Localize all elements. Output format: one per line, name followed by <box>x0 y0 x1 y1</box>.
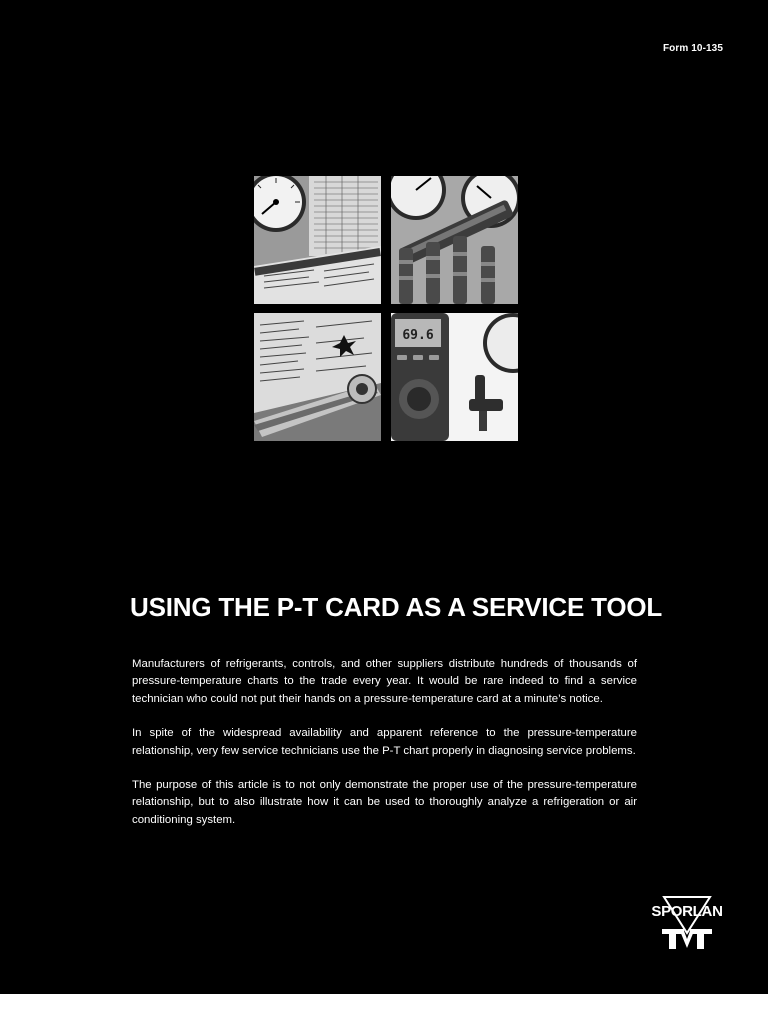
meter-illustration <box>391 313 518 441</box>
photo-card-and-wrench <box>254 313 381 441</box>
photo-collage <box>254 176 518 441</box>
gauge-chart-illustration <box>254 176 381 304</box>
article-paragraph-3: The purpose of this article is to not only demonstrate the proper use of the pressure-temperature relationship, but to also illustrate how it can be used to thoroughly analyze a refrigeration or air conditioning system. <box>132 779 637 826</box>
manifold-illustration <box>391 176 518 304</box>
photo-gauge-and-pt-chart <box>254 176 381 304</box>
sporlan-logo-mark <box>644 893 730 953</box>
card-wrench-illustration <box>254 313 381 441</box>
article-title: USING THE P-T CARD AS A SERVICE TOOL <box>130 592 663 622</box>
article-paragraph-1: Manufacturers of refrigerants, controls, and other suppliers distribute hundreds of thousands of pressure-temperature charts to the trade every year. It would be rare indeed to find a service technician who could not put their hands on a pressure-temperature card at a minute’s notice. <box>132 658 637 705</box>
photo-digital-meter <box>391 313 518 441</box>
meter-display-reading: 69.6 <box>402 328 434 343</box>
photo-manifold-gauges <box>391 176 518 304</box>
form-number: Form 10-135 <box>662 43 723 54</box>
sporlan-logo-text: SPORLAN <box>651 903 723 920</box>
article-body <box>132 656 637 846</box>
sporlan-logo <box>644 893 730 953</box>
article-paragraph-2: In spite of the widespread availability and apparent reference to the pressure-temperature relationship, very few service technicians use the P-T chart properly in diagnosing service problems. <box>132 727 637 757</box>
